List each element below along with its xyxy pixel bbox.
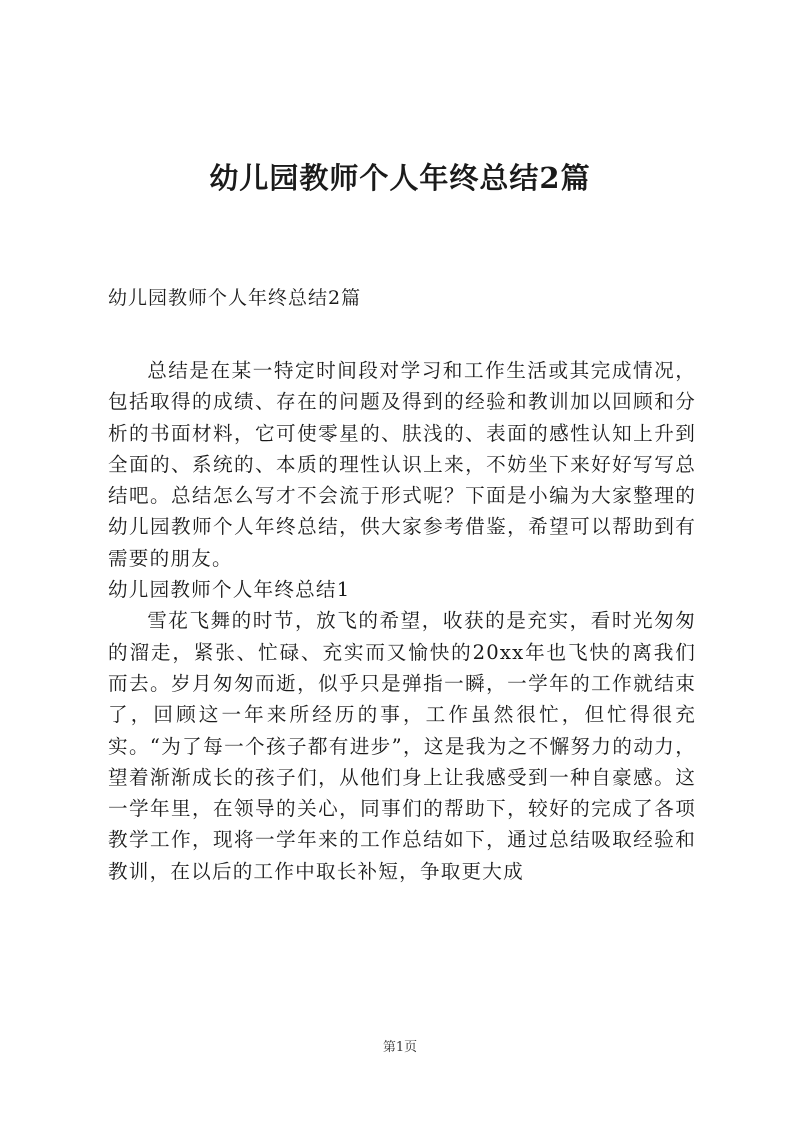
document-body bbox=[108, 355, 696, 887]
section-heading: 幼儿园教师个人年终总结1 bbox=[108, 578, 351, 602]
document-subtitle: 幼儿园教师个人年终总结2篇 bbox=[108, 287, 362, 309]
document-title: 幼儿园教师个人年终总结2篇 bbox=[209, 161, 591, 195]
intro-paragraph: 总结是在某一特定时间段对学习和工作生活或其完成情况，包括取得的成绩、存在的问题及得到的经验和教训加以回顾和分析的书面材料，它可使零星的、肤浅的、表面的感性认知上升到全面的、系统的、本质的理性认识上来，不妨坐下来好好写写总结吧。总结怎么写才不会流于形式呢？下面是小编为大家整理的幼儿园教师个人年终总结，供大家参考借鉴，希望可以帮助到有需要的朋友。 bbox=[108, 359, 696, 570]
page-number: 第1页 bbox=[382, 1040, 418, 1055]
section-paragraph: 雪花飞舞的时节，放飞的希望，收获的是充实，看时光匆匆的溜走，紧张、忙碌、充实而又愉快的20xx年也飞快的离我们而去。岁月匆匆而逝，似乎只是弹指一瞬，一学年的工作就结束了，回顾这一年来所经历的事，工作虽然很忙，但忙得很充实。“为了每一个孩子都有进步”，这是我为之不懈努力的动力，望着渐渐成长的孩子们，从他们身上让我感受到一种自豪感。这一学年里，在领导的关心，同事们的帮助下，较好的完成了各项教学工作，现将一学年来的工作总结如下，通过总结吸取经验和教训，在以后的工作中取长补短，争取更大成 bbox=[108, 609, 696, 883]
